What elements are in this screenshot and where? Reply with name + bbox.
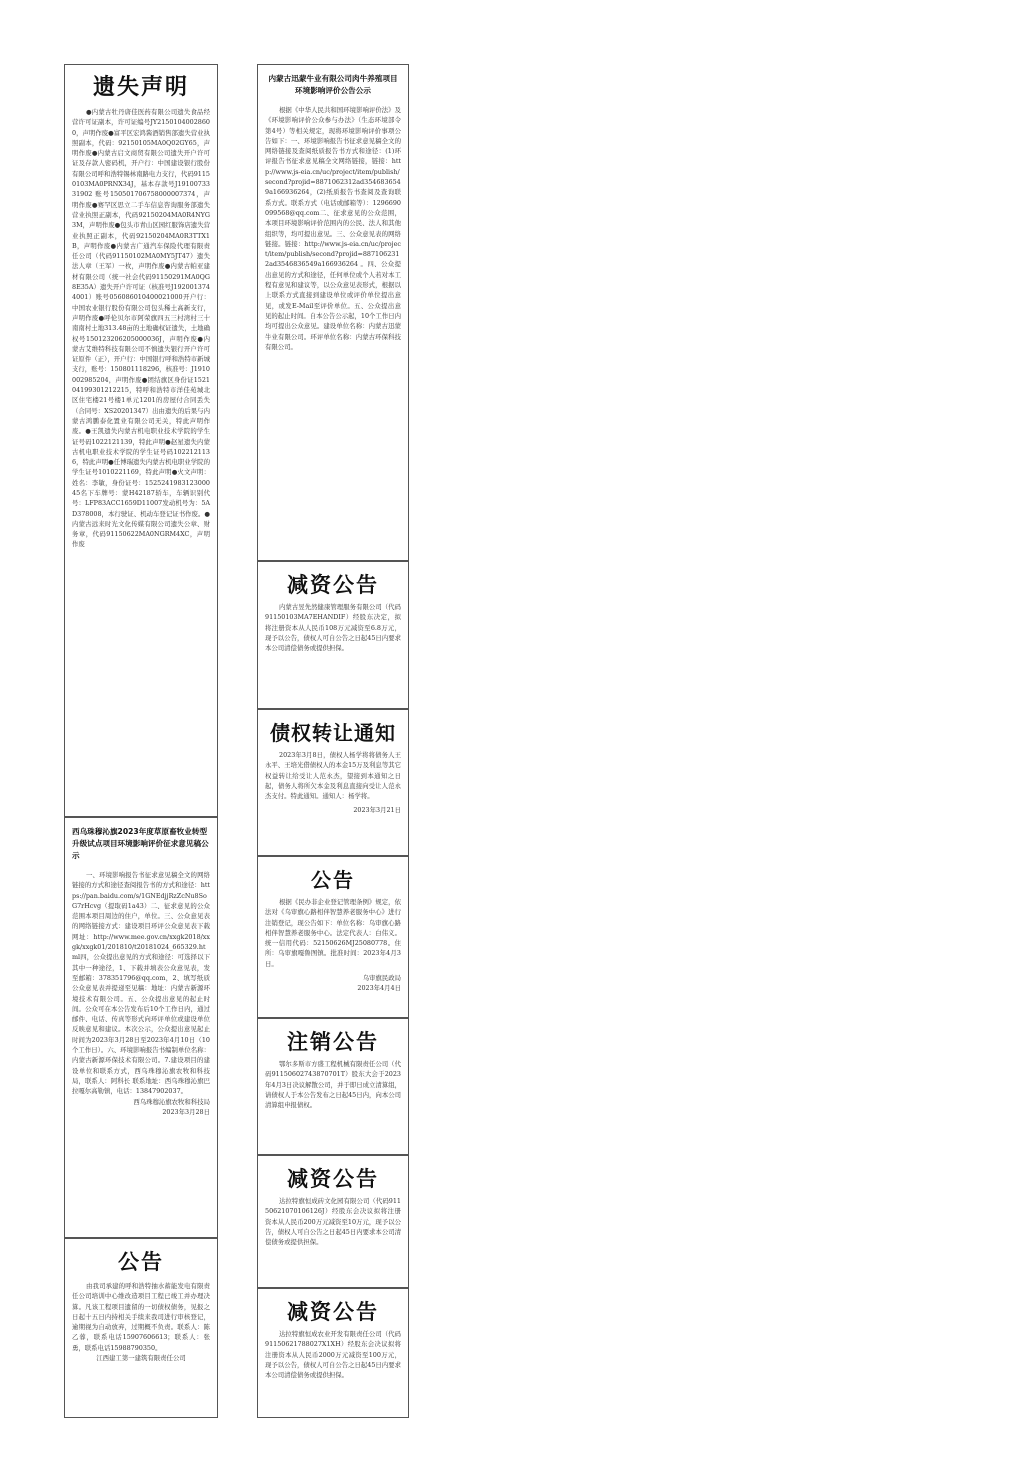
- notice-body: 根据《民办非企业登记管理条例》规定，依法对《乌审旗心路相伴智慧养老服务中心》进行注销登记，现公告如下：单位名称：乌审旗心路相伴智慧养老服务中心。法定代表人：白伟义。统一信用代码：52150626MJ25080778。住所：乌审旗嘎鲁图镇。批准时间：2023年4月3日。: [265, 898, 401, 968]
- notice-title: 注销公告: [287, 1030, 379, 1054]
- notice-date: 2023年3月28日: [162, 1107, 210, 1116]
- notice-body: 由我司承建的呼和浩特抽水蓄能发电有限责任公司培训中心维改造项目工程已竣工并办理决算。凡该工程项目遗留的一切债权债务，见报之日起十五日内持相关手续来我司进行审核登记，逾期视为自动放弃，过期概不负责。联系人：陈乙蓉，联系电话15907606613；联系人：张勇，联系电话15988790350。: [72, 1282, 210, 1352]
- notice-title: 西乌珠穆沁旗2023年度草原畜牧业转型升级试点项目环境影响评价征求意见稿公示: [72, 827, 209, 860]
- notice-body: 达拉特旗恒成砖文化园有限公司（代码91150621070106126J）经股东会决议拟将注册资本从人民币200万元减资至10万元，现予以公告，债权人可自公告之日起45日内要求本公司清偿债务或提供担保。: [265, 1197, 401, 1247]
- notice-capital-reduction-2: [257, 1155, 409, 1288]
- notice-signer: 乌审旗民政局: [362, 974, 401, 983]
- notice-title: 减资公告: [287, 573, 379, 597]
- notice-deregistration: [257, 1018, 409, 1155]
- notice-date: 2023年4月4日: [357, 984, 401, 993]
- notice-title: 遗失声明: [92, 75, 189, 100]
- notice-gonggao-2: [257, 856, 409, 1018]
- notice-title: 债权转让通知: [270, 721, 396, 745]
- notice-title: 公告: [311, 868, 355, 892]
- notice-title: 公告: [118, 1250, 164, 1274]
- notice-body: 内蒙古昱先然健康管理服务有限公司（代码91150103MA7EHANDIF）经股东决定，拟将注册资本从人民币108万元减资至6.8万元，现予以公告，债权人可自公告之日起45日内要求本公司清偿债务或提供担保。: [265, 603, 401, 653]
- notice-body: 鄂尔多斯市方盛工程机械有限责任公司（代码91150602743870701T）股东大会于2023年4月3日决议解散公司，并于即日成立清算组，请债权人于本公告发布之日起45日内，向本公司清算组申报债权。: [265, 1060, 401, 1110]
- notice-body: 根据《中华人民共和国环境影响评价法》及《环境影响评价公众参与办法》（生态环境部令第4号）等相关规定，现将环境影响评价事项公告如下：一、环境影响报告书征求意见稿全文的网络链接及查阅纸质报告书方式和途径：(1)环评报告书征求意见稿全文网络链接，链接：http://www.js-eia.cn/uc/project/item/publish/second?projid=8871062312ad3546836549a166936264，(2)纸质报告书查阅及查询联系方式。联系方式（电话或邮箱等）：1296690099568@qq.com二、征求意见的公众范围，本项目环境影响评价范围内的公民、法人和其他组织等，均可提出意见。三、公众意见表的网络链接。链接：http://www.js-eia.cn/uc/project/item/publish/second?projid=8871062312ad3546836549a166936264 。四、公众提出意见的方式和途径，任何单位或个人若对本工程有意见和建议等，以公众意见表形式，根据以上联系方式直接到建设单位或评价单位提出意见，或发E-Mail至评价单位。五、公众提出意见的起止时间。自本公告公示起，10个工作日内均可提出公众意见。建设单位名称：内蒙古迅蒙牛业有限公司。环评单位名称：内蒙古环保科技有限公司。: [265, 106, 401, 351]
- notice-gonggao-1: [64, 1238, 218, 1418]
- notice-body: 2023年3月8日，债权人杨学将将债务人王永平、王培光借债权人的本金15万及利息等其它权益转让给受让人范永杰，望接到本通知之日起，债务人将所欠本金及利息直接向受让人范永杰支付。特此通知。通知人：杨学将。: [265, 751, 401, 801]
- notice-signer: 西乌珠穆沁旗农牧和科技局: [133, 1097, 210, 1106]
- notice-lost-statement: [64, 64, 218, 817]
- notice-xiwu-eia: [64, 817, 218, 1238]
- notice-body: ●内蒙古牡丹唐佳医药有限公司遗失食品经营许可证副本，许可证编号JY21501040028600，声明作废●富平区宏鸿酱酒销售部遗失营业执照副本，代码：92150105MA0Q02GY65，声明作废●内蒙古启文商贸有限公司遗失开户许可证及存款人密码机，开户行：中国建设银行股份有限公司呼和浩特锡林南路电力支行，代码91150103MA0PRNX34J，基本存款号J1910073331902 账号150501706758000007374，声明作废●赛罕区思立二手车信息咨询服务部遗失营业执照正副本，代码92150204MA0R4NYG3M，声明作废●包头市青山区园红服饰店遗失营业执照正副本，代码92150204MA0R3TTX1B，声明作废●内蒙古广通汽车保险代理有限责任公司（代码91150102MA0MY5JT47）遗失法人章（王军）一枚，声明作废●内蒙古帕亚建材有限公司（统一社会代码91150291MA0QG8E35A）遗失开户许可证（核准号J1920013744001）账号056086010400021000开户行：中国农业银行股份有限公司包头稀土高新支行，声明作废●呼伦贝尔市阿荣旗四五三村湾村三十南南村土地313.48亩的土地确权证遗失，土地确权号150123206205000036J，声明作废●内蒙古艾维特科技有限公司不慎遗失银行开户许可证原件（正），开户行：中国银行呼和浩特市新城支行，账号：150801118296，核准号：J1910002985204，声明作废●团结旗区身份证152104199301212215，特呼和浩特市洋佳苑城北区住宅楼21号楼1单元1201的房屋付合同丢失（合同号：XS20201347）出由遗失的后果与内蒙古鸿鹏泰化置业有限公司无关，特此声明作废。●王凯遗失内蒙古机电职业技术学院的学生证号码1022121139，特此声明●赵星遗失内蒙古机电职业技术学院的学生证号码1022121136，特此声明●任博瑞遗失内蒙古机电职业学院的学生证号1010221169，特此声明●火文声明：姓名：李敏，身份证号：152524198312300045名下车牌号：蒙H42187轿车，车辆识别代号：LFP83ACC1659D11007发动机号为：5AD378008，本行驶证、机动车登记证书作废。●内蒙古远来时光文化传媒有限公司遗失公章、财务章，代码91150622MA0NGRM4XC，声明作废: [72, 108, 210, 549]
- notice-capital-reduction-3: [257, 1288, 409, 1418]
- notice-title: 减资公告: [287, 1167, 379, 1191]
- notice-body: 一、环境影响报告书征求意见稿全文的网络链接的方式和途径查阅报告书的方式和途径：https://pan.baidu.com/s/1GNEdjjRzZcNu8SoG7rHcvg（提取码1a43）二、征求意见的公众范围本项目周边的住户，单位。三、公众意见表的网络链接方式：建设项目环评公众意见表下载网址：http://www.mee.gov.cn/xxgk2018/xxgk/xxgk01/201810/t20181024_665329.html四，公众提出意见的方式和途径：可选择以下其中一种途径，1、下载并填表公众意见表，发至邮箱：378351796@qq.com，2、填写纸质公众意见表并提递至见稿：地址：内蒙古新源环境技术有限公司。五、公众提出意见的起止时间。公众可在本公告发布后10个工作日内，通过邮件、电话、传真等形式向环评单位或建设单位反映意见和建议。本次公示，公众提出意见起止时间为2023年3月28日至2023年4月10日（10个工作日）。六、环境影响报告书编制单位名称：内蒙古新源环保技术有限公司。7.建设项目的建设单位和联系方式，西乌珠穆沁旗农牧和科技局，联系人：阿科长 联系地址：西乌珠穆沁旗巴拉嘎尔高勒镇，电话：13847902037。: [72, 871, 210, 1096]
- notice-title: 内蒙古迅蒙牛业有限公司肉牛养殖项目环境影响评价公告公示: [268, 74, 398, 95]
- notice-title: 减资公告: [287, 1300, 379, 1324]
- notice-signer: 江西建工第一建筑有限责任公司: [96, 1354, 186, 1363]
- notice-xunmeng-eia: [257, 64, 409, 561]
- notice-debt-transfer: [257, 709, 409, 856]
- notice-capital-reduction-1: [257, 561, 409, 709]
- notice-body: 达拉特旗恒成农业开发有限责任公司（代码91150621788027X1XH）经股东会决议拟将注册资本从人民币2000万元减资至100万元，现予以公告，债权人可自公告之日起45日内要求本公司清偿债务或提供担保。: [265, 1330, 401, 1380]
- notice-date: 2023年3月21日: [353, 806, 401, 815]
